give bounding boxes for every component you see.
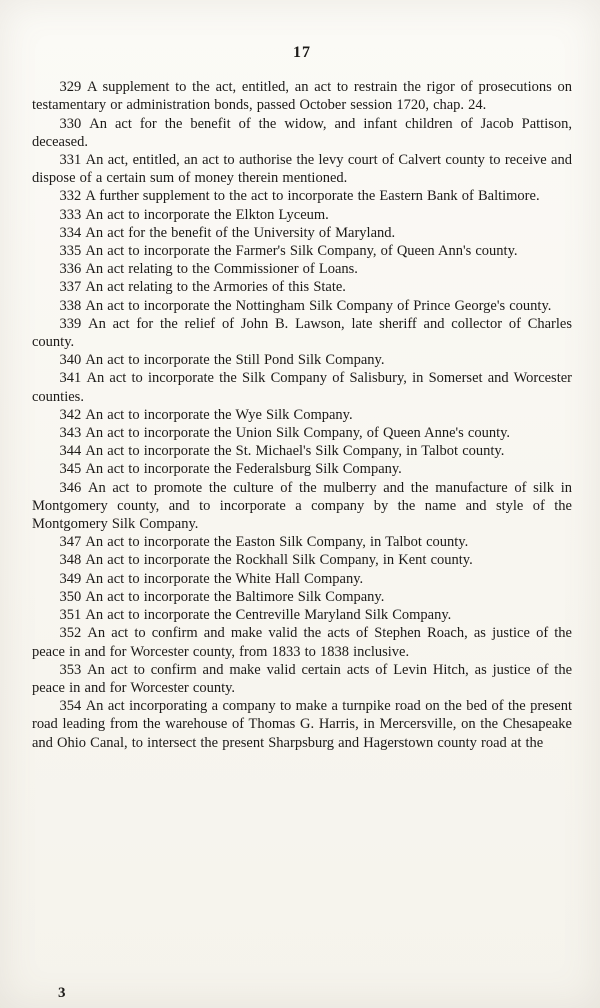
- act-entry: [32, 479, 572, 534]
- act-text: An act to promote the culture of the mulberry and the manufacture of silk in Montgomery county, and to incorporate a company by the name and style of the Montgomery Silk Company.: [32, 479, 572, 533]
- act-text: An act to incorporate the White Hall Company.: [81, 570, 364, 587]
- act-entry: [32, 624, 572, 660]
- act-text: An act incorporating a company to make a turnpike road on the bed of the present road leading from the warehouse of Thomas G. Harris, in Mercersville, on the Chesapeake and Ohio Canal, to intersect the present Sharpsburg and Hagerstown county road at the: [32, 698, 572, 751]
- signature-mark: 3: [58, 984, 66, 1001]
- act-text: An act, entitled, an act to authorise the levy court of Calvert county to receive and dispose of a certain sum of money therein mentioned.: [32, 152, 572, 187]
- act-entry: [32, 588, 572, 606]
- act-entry: [32, 460, 572, 478]
- act-entry: [32, 551, 572, 569]
- act-number: 330: [59, 115, 82, 132]
- act-text: An act to confirm and make valid the acts of Stephen Roach, as justice of the peace in and for Worcester county, from 1833 to 1838 inclusive.: [32, 625, 572, 660]
- act-entry: [32, 570, 572, 588]
- act-text: An act to incorporate the Elkton Lyceum.: [81, 206, 329, 223]
- act-number: 354: [59, 698, 82, 715]
- act-entry: [32, 260, 572, 278]
- act-entry: [32, 115, 572, 151]
- act-text: An act for the benefit of the widow, and infant children of Jacob Pattison, deceased.: [32, 115, 572, 150]
- act-number: 344: [59, 443, 82, 460]
- act-entry: [32, 533, 572, 551]
- act-entry: [32, 278, 572, 296]
- act-text: An act to incorporate the Silk Company of Salisbury, in Somerset and Worcester counties.: [32, 370, 572, 405]
- act-text: An act for the relief of John B. Lawson, late sheriff and collector of Charles county.: [32, 315, 572, 351]
- act-text: An act for the benefit of the University of Maryland.: [81, 224, 396, 241]
- act-text: An act to incorporate the Rockhall Silk Company, in Kent county.: [81, 552, 473, 569]
- act-number: 350: [59, 588, 82, 605]
- act-entry: [32, 369, 572, 405]
- act-number: 348: [59, 552, 82, 569]
- act-text: An act to incorporate the Federalsburg Silk Company.: [81, 461, 402, 478]
- act-text: An act relating to the Armories of this State.: [81, 279, 346, 296]
- act-entry: [32, 406, 572, 424]
- act-text: An act to incorporate the Centreville Maryland Silk Company.: [81, 607, 452, 624]
- act-text: An act to confirm and make valid certain acts of Levin Hitch, as justice of the peace in and for Worcester county.: [32, 661, 572, 696]
- act-entry: [32, 206, 572, 224]
- act-entry: [32, 351, 572, 369]
- act-text: An act to incorporate the Farmer's Silk Company, of Queen Ann's county.: [81, 243, 518, 260]
- act-text: A supplement to the act, entitled, an act to restrain the rigor of prosecutions on testamentary or administration bonds, passed October session 1720, chap. 24.: [32, 79, 572, 114]
- act-entry: [32, 224, 572, 242]
- act-text: An act to incorporate the Nottingham Silk Company of Prince George's county.: [81, 297, 552, 314]
- act-number: 333: [59, 206, 82, 223]
- act-number: 349: [59, 570, 82, 587]
- act-entry: [32, 187, 572, 205]
- act-entry: [32, 297, 572, 315]
- act-entry: [32, 661, 572, 697]
- act-entry: [32, 315, 572, 351]
- act-number: 331: [59, 152, 82, 169]
- act-number: 338: [59, 297, 82, 314]
- act-number: 346: [59, 479, 82, 496]
- act-entry: [32, 151, 572, 187]
- act-number: 339: [59, 315, 82, 332]
- act-text: An act to incorporate the Easton Silk Company, in Talbot county.: [81, 534, 469, 551]
- page-number: 17: [293, 44, 311, 61]
- act-number: 336: [59, 261, 82, 278]
- act-text: An act relating to the Commissioner of Loans.: [81, 261, 358, 278]
- act-number: 337: [59, 279, 82, 296]
- act-text: An act to incorporate the Still Pond Silk Company.: [81, 352, 385, 369]
- act-number: 345: [59, 461, 82, 478]
- act-entry: [32, 442, 572, 460]
- act-text: An act to incorporate the Union Silk Company, of Queen Anne's county.: [81, 425, 511, 442]
- act-text: A further supplement to the act to incorporate the Eastern Bank of Baltimore.: [81, 188, 540, 205]
- act-number: 340: [59, 352, 82, 369]
- acts-list: [32, 78, 572, 752]
- act-number: 353: [59, 661, 82, 678]
- act-entry: [32, 424, 572, 442]
- act-number: 329: [59, 79, 82, 96]
- act-number: 335: [59, 243, 82, 260]
- act-entry: [32, 242, 572, 260]
- act-number: 341: [59, 370, 82, 387]
- act-number: 352: [59, 625, 82, 642]
- act-entry: [32, 78, 572, 114]
- act-number: 351: [59, 607, 82, 624]
- act-text: An act to incorporate the Wye Silk Company.: [81, 406, 353, 423]
- act-entry: [32, 606, 572, 624]
- act-number: 347: [59, 534, 82, 551]
- act-number: 343: [59, 425, 82, 442]
- act-number: 342: [59, 406, 82, 423]
- act-number: 332: [59, 188, 82, 205]
- act-text: An act to incorporate the Baltimore Silk Company.: [81, 588, 385, 605]
- act-entry: [32, 697, 572, 752]
- act-number: 334: [59, 224, 82, 241]
- act-text: An act to incorporate the St. Michael's Silk Company, in Talbot county.: [81, 443, 505, 460]
